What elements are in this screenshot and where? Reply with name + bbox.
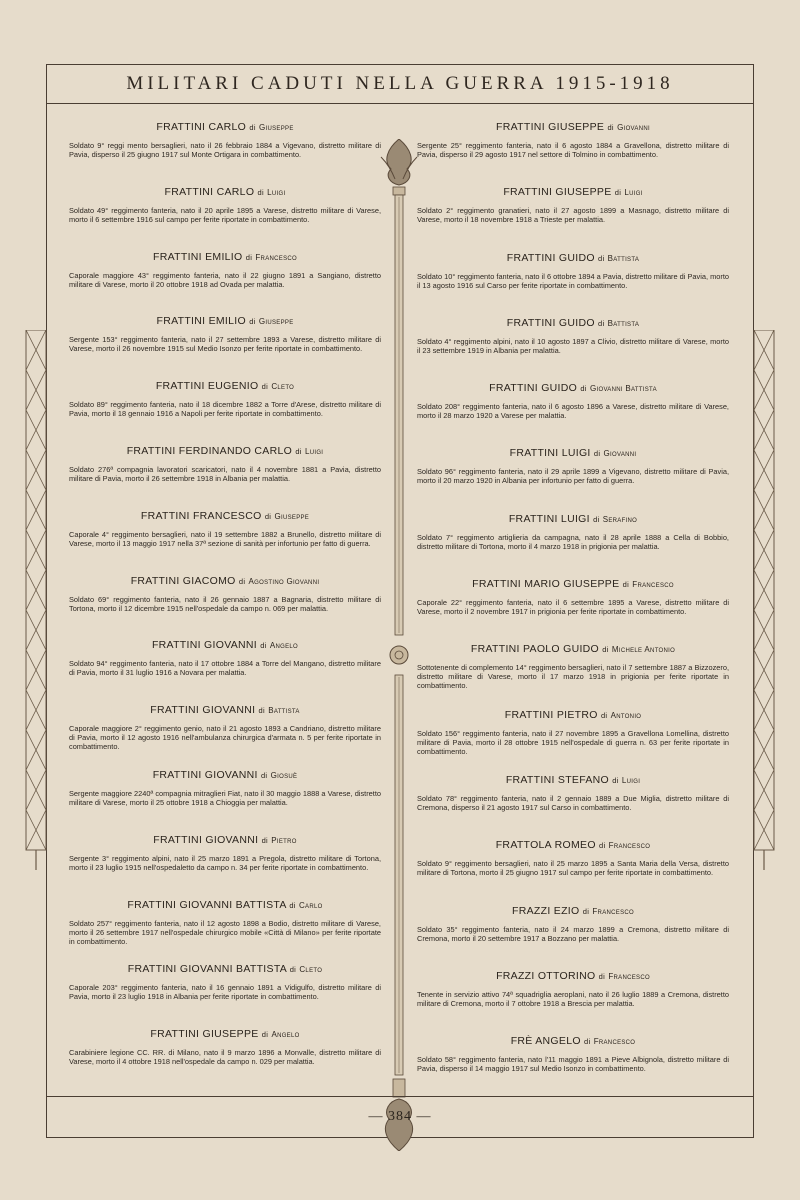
record-description: Soldato 78° reggimento fanteria, nato il 2 gennaio 1889 a Due Miglia, distretto militare di Cremona, disperso il 21 agosto 1917 sul Carso in combattimento. [417, 793, 729, 812]
di-connector: di [289, 965, 297, 975]
record-entry [69, 445, 381, 510]
record-description: Tenente in servizio attivo 74ª squadriglia aeroplani, nato il 26 luglio 1889 a Cremona, distretto militare di Cremona, morto il 7 ottobre 1918 a Brescia per malattia. [417, 989, 729, 1008]
record-description: Soldato 49° reggimento fanteria, nato il 20 aprile 1895 a Varese, distretto militare di Varese, morto il 6 settembre 1916 sul campo per ferite riportate in combattimento. [69, 205, 381, 224]
record-description: Soldato 94° reggimento fanteria, nato il 17 ottobre 1884 a Torre del Mangano, distretto militare di Pavia, morto il 31 luglio 1916 a Novara per malattia. [69, 659, 381, 678]
record-entry [417, 970, 729, 1035]
record-description: Soldato 7° reggimento artiglieria da campagna, nato il 28 aprile 1888 a Cella di Bobbio, distretto militare di Tortona, morto il 4 marzo 1918 in prigionia per malattia. [417, 532, 729, 551]
father-name: Giosuè [270, 770, 298, 780]
father-name: Giovanni Battista [589, 384, 657, 394]
soldier-name: FRATTINI GIUSEPPE [496, 121, 605, 133]
record-name [69, 899, 381, 911]
record-entry [69, 769, 381, 834]
record-entry [417, 513, 729, 578]
record-name [417, 709, 729, 721]
di-connector: di [582, 906, 590, 916]
record-entry [69, 315, 381, 380]
record-entry [69, 380, 381, 445]
di-connector: di [295, 446, 302, 456]
record-name [417, 121, 729, 133]
di-connector: di [245, 252, 253, 262]
record-description: Caporale maggiore 43° reggimento fanteria, nato il 22 giugno 1891 a Sangiano, distretto militare di Varese, morto il 20 ottobre 1918 ad Ovada per malattia. [69, 270, 381, 289]
record-description: Caporale 203° reggimento fanteria, nato il 16 gennaio 1891 a Vidigulfo, distretto militare di Pavia, morto il 23 luglio 1918 in Albania per ferite riportate in combattimento. [69, 983, 381, 1002]
record-description: Soldato 35° reggimento fanteria, nato il 24 marzo 1899 a Cremona, distretto militare di Cremona, morto il 20 settembre 1917 a Bozzano per malattia. [417, 924, 729, 943]
di-connector: di [614, 188, 622, 198]
record-description: Soldato 257° reggimento fanteria, nato il 12 agosto 1898 a Bodio, distretto militare di Varese, morto il 26 settembre 1917 nell'ospedale chirurgico mobile «Città di Milano» per ferite riportate in combattimento. [69, 918, 381, 946]
record-entry [417, 447, 729, 512]
record-description: Soldato 156° reggimento fanteria, nato il 27 novembre 1895 a Gravellona Lomellina, distretto militare di Pavia, morto il 28 ottobre 1915 nell'ospedale di guerra n. 63 per ferite riportate in combattimento. [417, 728, 729, 756]
di-connector: di [600, 710, 608, 720]
di-connector: di [258, 706, 265, 716]
record-description: Caporale maggiore 2° reggimento genio, nato il 21 agosto 1893 a Candriano, distretto militare di Pavia, morto il 12 agosto 1916 nell'ambulanza chirurgica d'armata n. 5 per ferite riportate in combattimento. [69, 724, 381, 752]
soldier-name: FRATTINI GIACOMO [130, 574, 236, 587]
di-connector: di [598, 318, 605, 328]
record-name [69, 186, 381, 198]
father-name: Battista [268, 706, 300, 716]
soldier-name: FRATTINI GIOVANNI [153, 833, 259, 846]
di-connector: di [257, 187, 264, 197]
record-description: Soldato 2° reggimento granatieri, nato il 27 agosto 1899 a Masnago, distretto militare di Varese, morto il 18 novembre 1918 a Trieste per malattia. [417, 206, 729, 225]
record-description: Caporale 22° reggimento fanteria, nato il 6 settembre 1895 a Varese, distretto militare di Varese, morto il 2 novembre 1917 in prigionia per ferite riportate in combattimento. [417, 598, 729, 617]
di-connector: di [261, 382, 269, 392]
di-connector: di [260, 641, 267, 651]
record-name [69, 1028, 381, 1040]
di-connector: di [261, 835, 268, 845]
right-lattice-ornament-icon [752, 330, 776, 870]
soldier-name: FRATTINI GIUSEPPE [150, 1028, 259, 1041]
page-title: MILITARI CADUTI NELLA GUERRA 1915-1918 [126, 73, 674, 94]
record-entry [69, 1028, 381, 1093]
soldier-name: FRATTINI CARLO [156, 121, 247, 133]
record-description: Soldato 4° reggimento alpini, nato il 10 agosto 1897 a Clivio, distretto militare di Varese, morto il 23 settembre 1919 in Albania per malattia. [417, 336, 729, 355]
father-name: Luigi [621, 775, 641, 785]
soldier-name: FRATTOLA ROMEO [495, 839, 596, 852]
record-name [417, 1035, 729, 1047]
di-connector: di [249, 123, 256, 132]
soldier-name: FRATTINI FERDINANDO CARLO [126, 444, 293, 457]
di-connector: di [602, 645, 609, 655]
record-name [69, 963, 381, 975]
record-name [417, 578, 729, 590]
record-entry [417, 905, 729, 970]
father-name: Battista [607, 253, 640, 263]
di-connector: di [249, 317, 256, 327]
record-entry [417, 252, 729, 317]
di-connector: di [260, 770, 268, 780]
soldier-name: FRATTINI GIOVANNI BATTISTA [127, 963, 287, 976]
soldier-name: FRATTINI GIUSEPPE [503, 186, 612, 199]
record-name [417, 252, 729, 264]
di-connector: di [607, 123, 614, 132]
soldier-name: FRATTINI GIOVANNI [150, 704, 256, 717]
record-entry [69, 121, 381, 186]
left-column [69, 121, 381, 1093]
soldier-name: FRATTINI EUGENIO [155, 380, 259, 393]
record-name [69, 121, 381, 133]
di-connector: di [622, 580, 630, 590]
record-entry [417, 774, 729, 839]
father-name: Francesco [592, 906, 634, 916]
soldier-name: FRATTINI PAOLO GUIDO [470, 643, 600, 656]
di-connector: di [264, 511, 272, 521]
di-connector: di [261, 1030, 269, 1040]
soldier-name: FRATTINI EMILIO [153, 250, 243, 263]
father-name: Francesco [255, 252, 297, 262]
father-name: Angelo [271, 1030, 300, 1040]
record-description: Caporale 4° reggimento bersaglieri, nato il 19 settembre 1882 a Brunello, distretto militare di Varese, morto il 13 maggio 1917 nella 37ª sezione di sanità per infortunio per fatto di guerra. [69, 529, 381, 548]
di-connector: di [289, 900, 296, 910]
page-number: — 384 — [368, 1109, 432, 1124]
father-name: Pietro [271, 835, 297, 845]
record-entry [69, 834, 381, 899]
page-header [47, 65, 753, 104]
record-name [417, 447, 729, 459]
record-entry [69, 251, 381, 316]
record-description: Soldato 9° reggimento bersaglieri, nato il 25 marzo 1895 a Santa Maria della Versa, distretto militare di Tortona, morto il 25 giugno 1917 sul campo per ferite riportate in combattimento. [417, 859, 729, 878]
di-connector: di [598, 253, 605, 263]
record-description: Sergente maggiore 2240ª compagnia mitraglieri Fiat, nato il 30 maggio 1888 a Varese, distretto militare di Varese, morto il 25 ottobre 1918 a Chioggia per malattia. [69, 788, 381, 807]
di-connector: di [593, 449, 601, 459]
record-description: Soldato 208° reggimento fanteria, nato il 6 agosto 1896 a Varese, distretto militare di Varese, morto il 28 marzo 1920 a Varese per malattia. [417, 402, 729, 421]
record-name [417, 774, 729, 786]
record-name [69, 445, 381, 457]
soldier-name: FRATTINI CARLO [164, 185, 255, 198]
soldier-name: FRATTINI EMILIO [156, 315, 246, 328]
di-connector: di [238, 576, 246, 586]
record-name [69, 380, 381, 392]
record-name [417, 839, 729, 851]
father-name: Francesco [608, 971, 650, 981]
record-description: Soldato 10° reggimento fanteria, nato il 6 ottobre 1894 a Pavia, distretto militare di Pavia, morto il 13 agosto 1916 sul Carso per ferite riportate in combattimento. [417, 271, 729, 290]
soldier-name: FRATTINI GUIDO [506, 251, 595, 264]
di-connector: di [599, 841, 606, 851]
record-entry [69, 639, 381, 704]
di-connector: di [612, 775, 619, 785]
record-name [69, 834, 381, 846]
record-entry [69, 963, 381, 1028]
record-entry [417, 578, 729, 643]
father-name: Agostino Giovanni [248, 576, 320, 586]
record-description: Soldato 9° reggi mento bersaglieri, nato il 26 febbraio 1884 a Vigevano, distretto militare di Pavia, disperso il 25 giugno 1917 sul Monte Ortigara in combattimento. [69, 141, 381, 159]
father-name: Giovanni [617, 123, 650, 132]
record-name [69, 251, 381, 263]
record-entry [417, 839, 729, 904]
record-entry [69, 510, 381, 575]
record-entry [417, 709, 729, 774]
record-name [417, 317, 729, 329]
record-name [69, 769, 381, 781]
father-name: Serafino [602, 514, 638, 524]
di-connector: di [580, 384, 587, 394]
di-connector: di [598, 971, 606, 981]
father-name: Francesco [593, 1037, 636, 1047]
father-name: Giuseppe [258, 317, 294, 327]
father-name: Luigi [304, 446, 324, 456]
record-name [417, 186, 729, 198]
father-name: Michele Antonio [611, 645, 676, 655]
father-name: Cleto [299, 965, 323, 975]
record-entry [417, 382, 729, 447]
father-name: Luigi [624, 188, 643, 198]
record-entry [417, 186, 729, 251]
record-name [417, 970, 729, 982]
record-description: Soldato 276ª compagnia lavoratori scaricatori, nato il 4 novembre 1881 a Pavia, distretto militare di Pavia, morto il 26 settembre 1918 in Albania per malattia. [69, 464, 381, 483]
soldier-name: FRATTINI LUIGI [509, 447, 591, 460]
father-name: Carlo [298, 900, 323, 910]
di-connector: di [593, 514, 600, 524]
soldier-name: FRAZZI OTTORINO [496, 969, 596, 982]
record-entry [69, 704, 381, 769]
soldier-name: FRATTINI LUIGI [508, 512, 590, 525]
record-description: Sergente 25° reggimento fanteria, nato il 6 agosto 1884 a Gravellona, distretto militare di Pavia, disperso il 29 agosto 1917 nel settore di Tolmino in combattimento. [417, 141, 729, 159]
record-entry [417, 317, 729, 382]
father-name: Giuseppe [274, 511, 310, 521]
soldier-name: FRATTINI MARIO GIUSEPPE [472, 578, 620, 591]
soldier-name: FRATTINI GUIDO [506, 316, 595, 329]
soldier-name: FRATTINI GIOVANNI [151, 639, 257, 652]
record-description: Soldato 96° reggimento fanteria, nato il 29 aprile 1899 a Vigevano, distretto militare di Pavia, morto il 20 marzo 1920 in Albania per infortunio per fatto di guerra. [417, 467, 729, 486]
soldier-name: FRAZZI EZIO [512, 904, 580, 917]
page-footer [47, 1096, 753, 1137]
record-description: Sottotenente di complemento 14° reggimento bersaglieri, nato il 7 settembre 1887 a Bizzozero, distretto militare di Varese, morto il 17 marzo 1918 in prigionia per ferite riportate in combattimento. [417, 663, 729, 691]
record-description: Soldato 58° reggimento fanteria, nato l'11 maggio 1891 a Pieve Albignola, distretto militare di Pavia, disperso il 14 maggio 1917 sul Medio Isonzo in combattimento. [417, 1055, 729, 1074]
record-name [69, 510, 381, 522]
father-name: Giuseppe [259, 123, 294, 132]
soldier-name: FRATTINI GIOVANNI BATTISTA [127, 898, 287, 911]
soldier-name: FRATTINI GIOVANNI [152, 768, 258, 781]
record-description: Soldato 89° reggimento fanteria, nato il 18 dicembre 1882 a Torre d'Arese, distretto militare di Pavia, morto il 18 gennaio 1916 a Napoli per ferite riportate in combattimento. [69, 400, 381, 419]
record-entry [69, 899, 381, 964]
record-description: Sergente 153° reggimento fanteria, nato il 27 settembre 1893 a Varese, distretto militare di Varese, morto il 26 novembre 1915 sul Medio Isonzo per ferite riportate in combattimento. [69, 335, 381, 354]
ornamental-column-icon [377, 139, 421, 1151]
record-description: Sergente 3° reggimento alpini, nato il 25 marzo 1891 a Pregola, distretto militare di Tortona, morto il 23 luglio 1915 nell'ospedaletto da campo n. 34 per ferite riportate in combattimento. [69, 853, 381, 872]
soldier-name: FRATTINI STEFANO [505, 773, 610, 786]
record-name [69, 315, 381, 327]
record-entry [69, 186, 381, 251]
soldier-name: FRATTINI PIETRO [504, 708, 598, 721]
father-name: Battista [607, 318, 640, 328]
soldier-name: FRÈ ANGELO [510, 1035, 581, 1048]
record-name [417, 382, 729, 394]
record-description: Soldato 69° reggimento fanteria, nato il 26 gennaio 1887 a Bagnaria, distretto militare di Tortona, morto il 12 dicembre 1915 nell'ospedale da campo n. 069 per malattia. [69, 594, 381, 613]
right-column [417, 121, 729, 1100]
father-name: Cleto [271, 382, 295, 392]
record-entry [417, 121, 729, 186]
record-name [417, 513, 729, 525]
left-lattice-ornament-icon [24, 330, 48, 870]
father-name: Luigi [267, 187, 286, 197]
record-name [417, 905, 729, 917]
record-entry [417, 643, 729, 708]
father-name: Antonio [610, 710, 642, 720]
father-name: Giovanni [603, 449, 637, 459]
record-name [417, 643, 729, 655]
record-name [69, 704, 381, 716]
soldier-name: FRATTINI FRANCESCO [140, 509, 262, 522]
di-connector: di [584, 1037, 591, 1047]
record-entry [417, 1035, 729, 1100]
record-entry [69, 575, 381, 640]
page-frame [46, 64, 754, 1138]
father-name: Francesco [608, 841, 651, 851]
record-description: Carabiniere legione CC. RR. di Milano, nato il 9 marzo 1896 a Monvalle, distretto militare di Varese, morto il 4 ottobre 1918 nell'ospedale da campo n. 029 per malattia. [69, 1048, 381, 1067]
record-name [69, 575, 381, 587]
father-name: Angelo [269, 641, 299, 651]
soldier-name: FRATTINI GUIDO [489, 382, 578, 395]
record-name [69, 639, 381, 651]
father-name: Francesco [632, 580, 674, 590]
